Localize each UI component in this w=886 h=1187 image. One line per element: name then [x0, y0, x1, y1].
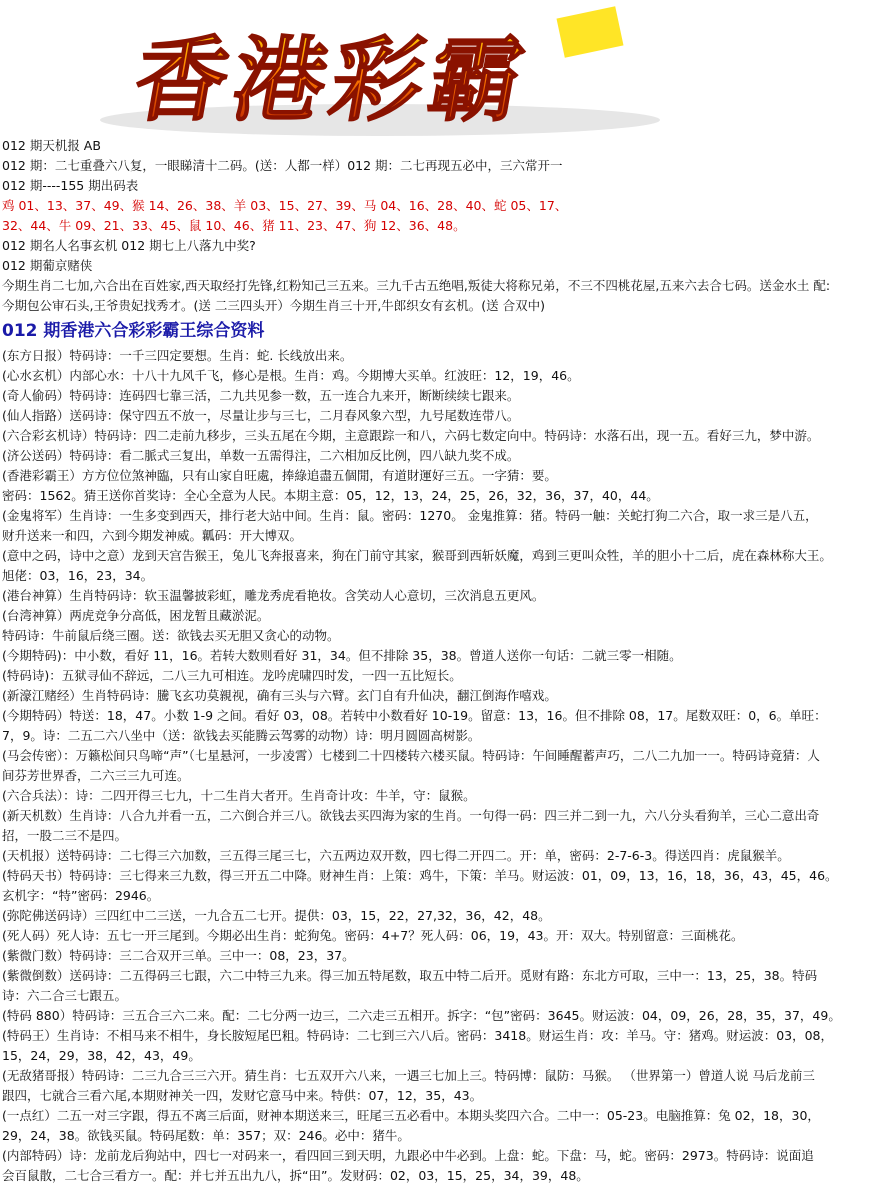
body-line: (香港彩霸王）方方位位煞神臨，只有山家自旺處，捧綠追盡五個閒，有道財運好三五。一字猜：要。: [2, 468, 557, 483]
body-line: (六合彩玄机诗）特码诗：四二走前九移步，三头五尾在今期，主意跟踪一和八，六码七数定向中。特码诗：水落石出，现一五。看好三九，梦中游。: [2, 428, 820, 443]
body-line: (特码王）生肖诗：不相马来不相牛，身长胺短尾巴粗。特码诗：二七到三六八后。密码：3418。财运生肖：攻：羊马。守：猪鸡。财运波：03，08，: [2, 1028, 834, 1043]
body-line: (新濠江赌经）生肖特码诗：騰飞玄功莫親视，确有三头与六臂。玄门自有升仙决，翻江倒海作嘻戏。: [2, 688, 557, 703]
body-line: (紫微门数）特码诗：三二合双开三单。三中一：08，23，37。: [2, 948, 355, 963]
body-line: 会百鼠散，二七合三看方一。配：并七并五出九八，拆“田”。发财码：02，03，15，25，34，39，48。: [2, 1168, 589, 1183]
body-line: (特码 880）特码诗：三五合三六二来。配：二七分两一边三，二六走三五相开。拆字：“包”密码：3645。财运波：04，09，26，28，35，37，49。: [2, 1008, 841, 1023]
banner-glow: [556, 6, 623, 58]
body-line: 跟四，七就合三看六尾,本期财神关一四，发财它意马中来。特供：07，12，35，43。: [2, 1088, 483, 1103]
body-line: (弥陀佛送码诗）三四红中二三送，一九合五二七开。提供：03，15，22，27,32，36，42，48。: [2, 908, 551, 923]
banner-title: 香港彩霸: [126, 25, 538, 134]
title-banner: [0, 0, 886, 140]
body-line: (意中之码，诗中之意）龙到天宫告猴王，兔儿飞奔报喜来，狗在门前守其家，猴哥到西斩妖魔，鸡到三更叫众牲，羊的胆小十二后，虎在森林称大王。: [2, 548, 832, 563]
body-line: (今期特码)：中小数，看好 11，16。若转大数则看好 31，34。但不排除 35，38。曾道人送你一句话：二就三零一相随。: [2, 648, 682, 663]
body-line: (心水玄机）内部心水：十八十九风千飞，修心是根。生肖：鸡。今期博大买单。红波旺：12，19，46。: [2, 368, 580, 383]
body-line: (一点红）二五一对三字跟，得五不离三后面，财神本期送来三，旺尾三五必看中。本期头奖四六合。二中一：05-23。电脑推算：兔 02，18，30，: [2, 1108, 820, 1123]
body-line: (今期特码）特送：18，47。小数 1-9 之间。看好 03，08。若转中小数看好 10-19。留意：13，16。但不排除 08，17。尾数双旺：0，6。单旺：: [2, 708, 827, 723]
body-line: 间芬芳世界香，二六三三九可连。: [2, 768, 190, 783]
body-line: (台湾神算）两虎竞争分高低，困龙暂且藏淤泥。: [2, 608, 270, 623]
body-line: 密码：1562。猜王送你首奖诗：全心全意为人民。本期主意：05，12，13，24，25，26，32，36，37，40，44。: [2, 488, 659, 503]
zodiac-number-line: 鸡 01、13、37、49、猴 14、26、38、羊 03、15、27、39、马 04、16、28、40、蛇 05、17、: [2, 198, 568, 213]
info-line: 012 期葡京赌侠: [2, 258, 93, 273]
body-line: (奇人偷码）特码诗：连码四七靠三活，二九共见参一数，五一连合九来开，断断续续七跟来。: [2, 388, 520, 403]
body-line: (死人码）死人诗：五七一开三尾到。今期必出生肖：蛇狗兔。密码：4+7？死人码：06，19，43。开：双大。特别留意：三面桃花。: [2, 928, 744, 943]
zodiac-number-line: 32、44、牛 09、21、33、45、鼠 10、46、猪 11、23、47、狗 12、36、48。: [2, 218, 466, 233]
body-line: 特码诗：牛前鼠后绕三圈。送：欲钱去买无胆又贪心的动物。: [2, 628, 340, 643]
info-line: 今期包公审石头,王爷贵妃找秀才。(送 二三四头开）今期生肖三十开,牛郎织女有玄机。(送 合双中): [2, 298, 546, 313]
body-line: (天机报）送特码诗：二七得三六加数，三五得三尾三七，六五两边双开数，四七得二开四二。开：单，密码：2-7-6-3。得送四肖：虎鼠猴羊。: [2, 848, 790, 863]
content-lines: [0, 136, 886, 1186]
body-line: (特码天书）特码诗：三七得来三九数，得三开五二中降。财神生肖：上策：鸡牛，下策：羊马。财运波：01，09，13，16，18，36，43，45，46。: [2, 868, 838, 883]
body-line: (金鬼将军）生肖诗：一生多变到西天，排行老大站中间。生肖：鼠。密码：1270。 金鬼推算：猪。特码一触：关蛇打狗二六合，取一求三是八五，: [2, 508, 818, 523]
body-line: (马会传密）：万籁松间只鸟啼“声”（七星悬河，一步凌霄）七楼到二十四楼转六楼买鼠。特码诗：午间睡醒蓄声巧，二八二九加一一。特码诗竟猜：人: [2, 748, 820, 763]
info-line: 012 期名人名事玄机 012 期七上八落九中奖?: [2, 238, 256, 253]
section-title: 012 期香港六合彩彩霸王综合资料: [2, 321, 265, 341]
header-line: 012 期：二七重叠六八复，一眼睇清十二码。(送：人都一样）012 期：二七再现五必中，三六常开一: [2, 158, 563, 173]
body-line: (内部特码）诗：龙前龙后狗站中，四七一对码来一，看四回三到天明，九跟必中牛必到。上盘：蛇。下盘：马，蛇。密码：2973。特码诗：说面追: [2, 1148, 814, 1163]
header-line: 012 期----155 期出码表: [2, 178, 139, 193]
body-line: (特码诗)：五狱寻仙不辞远，二八三九可相连。龙吟虎啸四时发，一四一五比短长。: [2, 668, 462, 683]
body-line: 玄机字：“特”密码：2946。: [2, 888, 160, 903]
body-line: 旭佬：03，16，23，34。: [2, 568, 154, 583]
body-line: 诗：六二合三七跟五。: [2, 988, 128, 1003]
body-line: (港台神算）生肖特码诗：软玉温馨披彩虹，雕龙秀虎看艳妆。含笑动人心意切，三次消息五更风。: [2, 588, 545, 603]
body-line: (东方日报）特码诗：一千三四定要想。生肖：蛇. 长线放出来。: [2, 348, 353, 363]
body-line: 7，9。诗：二五二六八坐中（送：欲钱去买能腾云驾雾的动物）诗：明月圆圆高树影。: [2, 728, 481, 743]
body-line: (济公送码）特码诗：看二脈式三复出，单数一五需得注，二六相加反比例，四八缺九奖不成。: [2, 448, 520, 463]
body-line: 15，24，29，38，42，43，49。: [2, 1048, 201, 1063]
body-line: (紫微倒数）送码诗：二五得码三七跟，六二中特三九来。得三加五特尾数，取五中特二后开。觅财有路：东北方可取，三中一：13，25，38。特码: [2, 968, 818, 983]
body-line: (六合兵法）：诗：二四开得三七九，十二生肖大者开。生肖奇计攻：牛羊，守：鼠猴。: [2, 788, 476, 803]
body-line: 29，24，38。欲钱买鼠。特码尾数：单：357；双：246。必中：猪牛。: [2, 1128, 410, 1143]
body-line: (仙人指路）送码诗：保守四五不放一，尽量让步与三七，二月春风象六型，九号尾数连带八。: [2, 408, 520, 423]
body-line: 财升送来一和四，六到今期发神威。瓤码：开大博双。: [2, 528, 303, 543]
header-line: 012 期天机报 AB: [2, 138, 101, 153]
body-line: (新天机数）生肖诗：八合九并看一五，二六倒合并三八。欲钱去买四海为家的生肖。一句得一码：四三并二到一九，六八分头看狗羊，三心二意出奇: [2, 808, 820, 823]
body-line: 招，一股二三不是四。: [2, 828, 128, 843]
banner-graphic: [0, 0, 886, 140]
body-line: (无敌猪哥报）特码诗：二三九合三三六开。猜生肖：七五双开六八来，一遇三七加上三。特码博：鼠防：马猴。 （世界第一）曾道人说 马后龙前三: [2, 1068, 815, 1083]
info-line: 今期生肖二七加,六合出在百姓家,西天取经打先锋,红粉知己三五来。三九千古五绝唱,叛徒大将称兄弟，不三不四桃花屋,五来六去合七码。送金水土 配:: [2, 278, 831, 293]
